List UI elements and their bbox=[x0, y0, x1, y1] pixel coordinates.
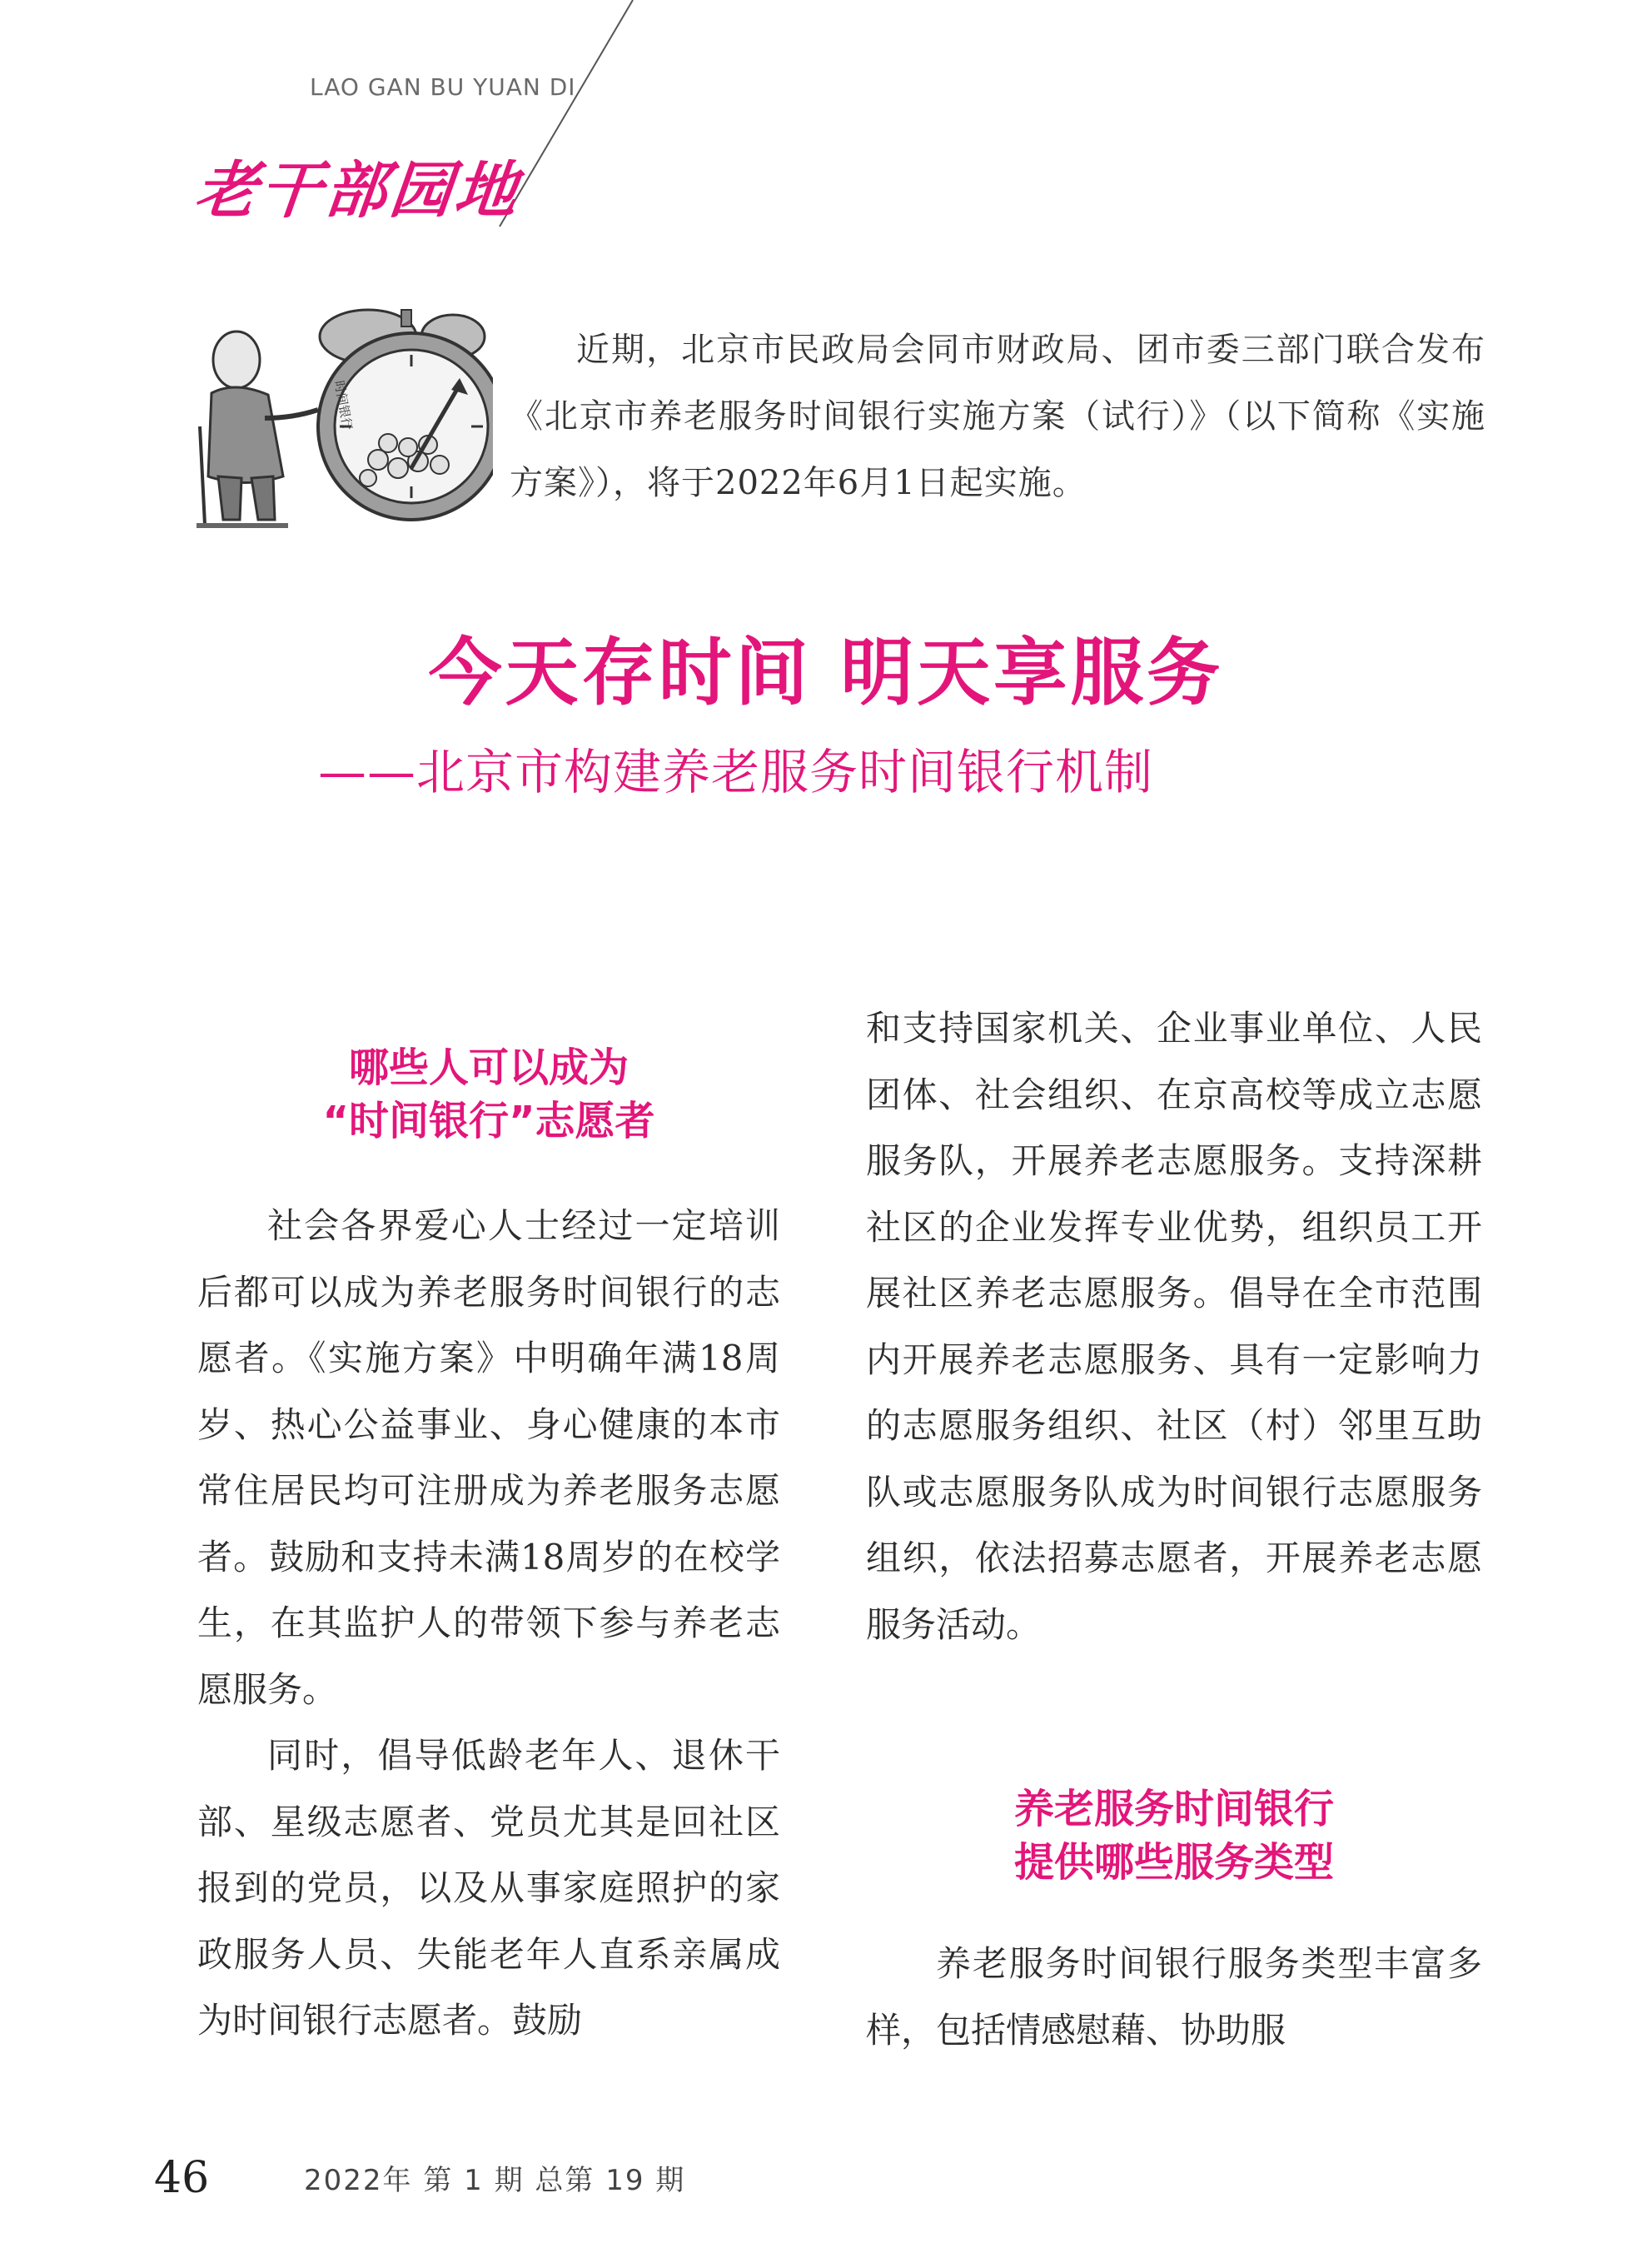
column-pinyin: LAO GAN BU YUAN DI bbox=[310, 73, 576, 101]
right-column-body bbox=[866, 1931, 1482, 2063]
page-number: 46 bbox=[154, 2153, 210, 2203]
article-subtitle: ——北京市构建养老服务时间银行机制 bbox=[318, 744, 1154, 800]
issue-info: 2022年 第 1 期 总第 19 期 bbox=[304, 2164, 686, 2197]
body-paragraph: 同时，倡导低龄老年人、退休干部、星级志愿者、党员尤其是回社区报到的党员，以及从事家庭照护的家政服务人员、失能老年人直系亲属成为时间银行志愿者。鼓励 bbox=[197, 1735, 780, 2041]
body-paragraph: 养老服务时间银行服务类型丰富多样，包括情感慰藉、协助服 bbox=[866, 1943, 1482, 2051]
section-heading-line: 哪些人可以成为 bbox=[348, 1044, 629, 1091]
body-paragraph: 社会各界爱心人士经过一定培训后都可以成为养老服务时间银行的志愿者。《实施方案》中明确年满18周岁、热心公益事业、身心健康的本市常住居民均可注册成为养老服务志愿者。鼓励和支持未满18周岁的在校学生，在其监护人的带领下参与养老志愿服务。 bbox=[197, 1205, 780, 1710]
right-column-continuation bbox=[866, 995, 1482, 1657]
cartoon-illustration bbox=[193, 302, 493, 535]
intro-paragraph bbox=[510, 317, 1485, 516]
section-heading-line: 提供哪些服务类型 bbox=[1013, 1839, 1334, 1886]
section-heading-line: “时间银行”志愿者 bbox=[322, 1098, 655, 1144]
section-heading-volunteers bbox=[197, 1041, 780, 1148]
body-paragraph-continued: 和支持国家机关、企业事业单位、人民团体、社会组织、在京高校等成立志愿服务队，开展养老志愿服务。支持深耕社区的企业发挥专业优势，组织员工开展社区养老志愿服务。倡导在全市范围内开展养老志愿服务、具有一定影响力的志愿服务组织、社区（村）邻里互助队或志愿服务队成为时间银行志愿服务组织，依法招募志愿者，开展养老志愿服务活动。 bbox=[866, 1008, 1482, 1645]
intro-text: 近期，北京市民政局会同市财政局、团市委三部门联合发布《北京市养老服务时间银行实施方案（试行）》（以下简称《实施方案》），将于2022年6月1日起实施。 bbox=[510, 331, 1485, 502]
section-heading-line: 养老服务时间银行 bbox=[1013, 1786, 1334, 1832]
section-heading-service-types bbox=[866, 1782, 1482, 1889]
column-logo: 老干部园地 bbox=[191, 155, 524, 227]
article-title: 今天存时间 明天享服务 bbox=[428, 629, 1224, 715]
left-column-body bbox=[197, 1193, 780, 2054]
svg-text:时间银行: 时间银行 bbox=[331, 379, 356, 431]
